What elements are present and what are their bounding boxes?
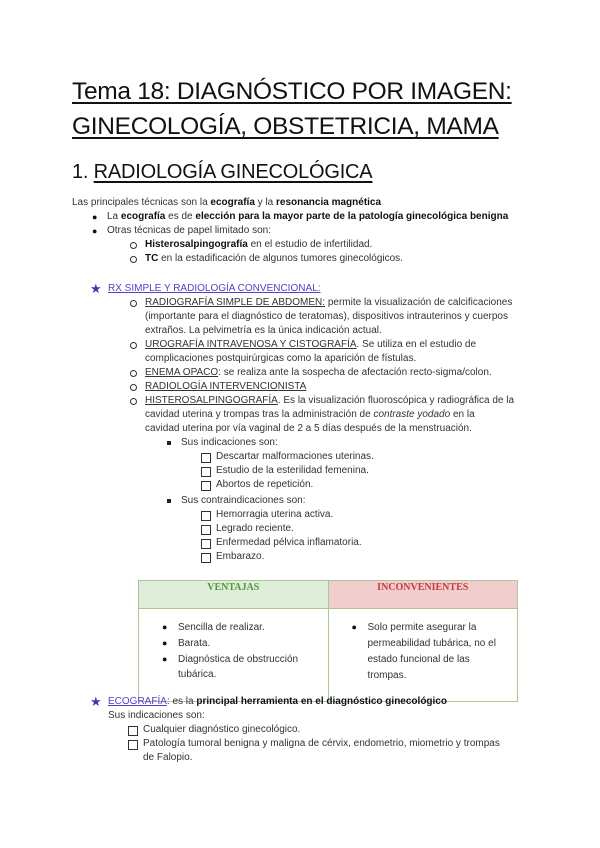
- item-text: . Es la visualización fluoroscópica y radiográfica de la: [277, 395, 515, 406]
- indications-heading: Sus indicaciones son:: [181, 437, 278, 448]
- eco-heading: ECOGRAFÍA: [108, 696, 167, 707]
- list-item: [145, 252, 403, 266]
- section-heading: [72, 161, 372, 184]
- item-text: en la: [450, 409, 475, 420]
- checkbox[interactable]: [128, 740, 138, 750]
- list-text: La: [107, 211, 121, 222]
- checkbox[interactable]: [201, 467, 211, 477]
- list-bold: Histerosalpingografía: [145, 239, 248, 250]
- item-label: RADIOGRAFÍA SIMPLE DE ABDOMEN:: [145, 297, 326, 308]
- item-text-line: extraños. La pelvimetría es la única indicación actual.: [145, 325, 382, 336]
- table-list-item: Barata.: [178, 638, 211, 649]
- item-label: ENEMA OPACO: [145, 367, 219, 378]
- bullet-dot: ●: [92, 212, 98, 222]
- list-item: [145, 296, 512, 310]
- bullet-dot: ●: [162, 622, 168, 632]
- checkbox[interactable]: [201, 553, 211, 563]
- section-number: 1.: [72, 161, 89, 183]
- table-list-item: Solo permite asegurar la: [367, 622, 477, 633]
- item-text: . Se utiliza en el estudio de: [356, 339, 477, 350]
- item-text-line: [145, 408, 475, 422]
- list-bold: ecografía: [120, 211, 166, 222]
- checkbox[interactable]: [201, 511, 211, 521]
- table-list-item-cont: permeabilidad tubárica, no el: [367, 638, 496, 649]
- intro-term-2: resonancia magnética: [276, 197, 382, 208]
- list-item: [145, 394, 514, 408]
- checkbox[interactable]: [201, 481, 211, 491]
- star-icon: ★: [90, 694, 102, 709]
- pros-cons-table: [138, 580, 518, 702]
- ring-bullet-icon: [130, 300, 137, 307]
- table-list-item: Diagnóstica de obstrucción: [178, 654, 299, 665]
- ring-bullet-icon: [130, 384, 137, 391]
- item-text-line: (importante para el diagnóstico de teratomas), dispositivos intrauterinos y cuerpos: [145, 311, 508, 322]
- table-list-item-cont: estado funcional de las: [367, 654, 470, 665]
- item-label: HISTEROSALPINGOGRAFÍA: [145, 395, 278, 406]
- bullet-dot: ●: [162, 654, 168, 664]
- list-text: en el estudio de infertilidad.: [247, 239, 373, 250]
- table-list-item-cont: tubárica.: [178, 669, 217, 680]
- checkbox[interactable]: [201, 453, 211, 463]
- intro-paragraph: [72, 196, 381, 210]
- item-label: UROGRAFÍA INTRAVENOSA Y CISTOGRAFÍA: [145, 339, 357, 350]
- checklist-item: Estudio de la esterilidad femenina.: [216, 465, 369, 476]
- square-bullet-icon: [167, 499, 171, 503]
- list-bold: elección para la mayor parte de la patología ginecológica benigna: [195, 211, 509, 222]
- ring-bullet-icon: [130, 256, 137, 263]
- checklist-item: Cualquier diagnóstico ginecológico.: [143, 724, 301, 735]
- ring-bullet-icon: [130, 370, 137, 377]
- checklist-item-cont: de Falopio.: [143, 752, 193, 763]
- bullet-dot: ●: [92, 226, 98, 236]
- table-list-item: Sencilla de realizar.: [178, 622, 265, 633]
- checklist-item: Descartar malformaciones uterinas.: [216, 451, 374, 462]
- checkbox[interactable]: [201, 539, 211, 549]
- rx-heading: RX SIMPLE Y RADIOLOGÍA CONVENCIONAL:: [108, 283, 321, 294]
- eco-subheading: Sus indicaciones son:: [108, 710, 205, 721]
- checklist-item: Hemorragia uterina activa.: [216, 509, 334, 520]
- item-italic: contraste yodado: [373, 409, 451, 420]
- item-text-line: complicaciones postquirúrgicas como la aparición de fístulas.: [145, 353, 417, 364]
- section-title: RADIOLOGÍA GINECOLÓGICA: [93, 161, 373, 183]
- title-line-2: GINECOLOGÍA, OBSTETRICIA, MAMA: [72, 113, 499, 140]
- inconvenientes-cell: [328, 609, 518, 702]
- page-title-line-2: [72, 109, 499, 144]
- list-bold: TC: [145, 253, 159, 264]
- ring-bullet-icon: [130, 242, 137, 249]
- list-item: [145, 238, 372, 252]
- star-icon: ★: [90, 281, 102, 296]
- contraindications-heading: Sus contraindicaciones son:: [181, 495, 306, 506]
- intro-term-1: ecografía: [210, 197, 255, 208]
- list-item: RADIOLOGÍA INTERVENCIONISTA: [145, 381, 307, 392]
- intro-text: Las principales técnicas son la: [72, 197, 211, 208]
- list-text: es de: [165, 211, 196, 222]
- list-text: en la estadificación de algunos tumores ginecológicos.: [158, 253, 403, 264]
- item-text: : se realiza ante la sospecha de afectación recto-sigma/colon.: [218, 367, 492, 378]
- checklist-item: Abortos de repetición.: [216, 479, 314, 490]
- eco-bold: principal herramienta en el diagnóstico ginecológico: [196, 696, 447, 707]
- table-header-ventajas: VENTAJAS: [139, 581, 329, 609]
- list-item: [145, 366, 492, 380]
- ring-bullet-icon: [130, 342, 137, 349]
- checklist-item: Legrado reciente.: [216, 523, 294, 534]
- bullet-dot: ●: [351, 622, 357, 632]
- item-text-line: cavidad uterina por vía vaginal de 2 a 5 días después de la menstruación.: [145, 423, 472, 434]
- ventajas-cell: [139, 609, 329, 702]
- intro-text-mid: y la: [254, 197, 277, 208]
- eco-heading-line: [108, 695, 447, 709]
- item-text: cavidad uterina y trompas tras la administración de: [145, 409, 374, 420]
- checkbox[interactable]: [201, 525, 211, 535]
- page-title: [72, 74, 512, 109]
- ring-bullet-icon: [130, 398, 137, 405]
- table-header-inconvenientes: INCONVENIENTES: [328, 581, 518, 609]
- table-list-item-cont: trompas.: [367, 670, 407, 681]
- list-item: Otras técnicas de papel limitado son:: [107, 225, 271, 236]
- bullet-dot: ●: [162, 638, 168, 648]
- title-line-1: Tema 18: DIAGNÓSTICO POR IMAGEN:: [72, 78, 512, 105]
- checklist-item: Enfermedad pélvica inflamatoria.: [216, 537, 362, 548]
- square-bullet-icon: [167, 441, 171, 445]
- checkbox[interactable]: [128, 726, 138, 736]
- checklist-item: Patología tumoral benigna y maligna de cérvix, endometrio, miometrio y trompas: [143, 738, 500, 749]
- list-item: [107, 210, 508, 224]
- checklist-item: Embarazo.: [216, 551, 265, 562]
- eco-text: : es la: [166, 696, 197, 707]
- list-item: [145, 338, 476, 352]
- item-text: permite la visualización de calcificaciones: [325, 297, 513, 308]
